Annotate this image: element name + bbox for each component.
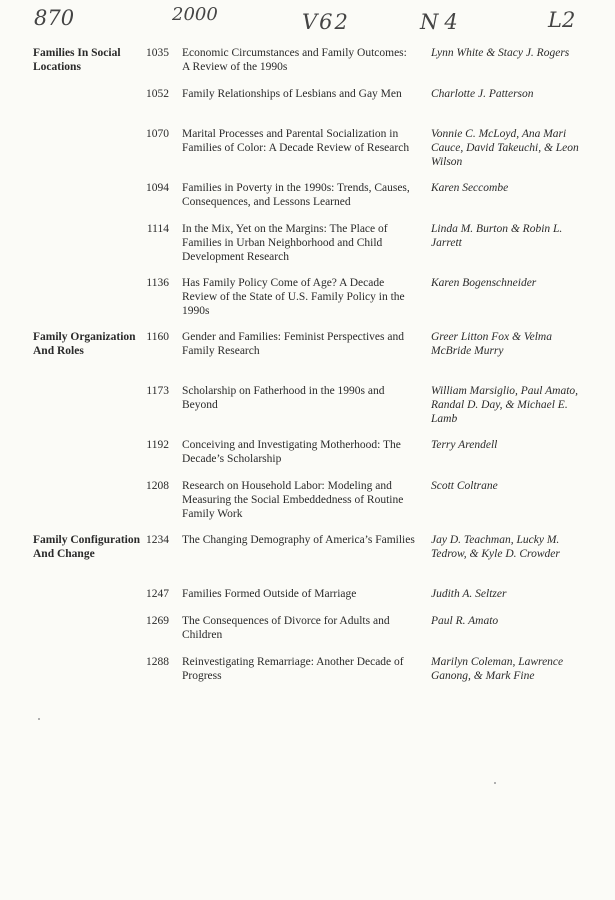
page-number: 1070	[146, 128, 169, 140]
article-title: Conceiving and Investigating Motherhood: The Decade’s Scholarship	[182, 439, 401, 465]
article-title: Family Relationships of Lesbians and Gay Men	[182, 88, 402, 100]
article-title: Gender and Families: Feminist Perspectives and Family Research	[182, 331, 404, 357]
section-heading: Family Organization And Roles	[33, 331, 136, 357]
page-number: 1208	[146, 480, 169, 492]
handwritten-annotation	[0, 4, 615, 38]
article-title: Families Formed Outside of Marriage	[182, 588, 357, 600]
article-title: The Consequences of Divorce for Adults and Children	[182, 615, 390, 641]
handwritten-note: L2	[548, 8, 576, 32]
article-authors: Karen Seccombe	[431, 182, 509, 194]
page-number: 1114	[146, 223, 169, 235]
article-title: Has Family Policy Come of Age? A Decade Review of the State of U.S. Family Policy in the 1990s	[182, 277, 405, 317]
handwritten-note: V62	[302, 10, 350, 34]
page-number: 1136	[146, 277, 169, 289]
article-authors: Terry Arendell	[431, 439, 498, 451]
page-number: 1234	[146, 534, 169, 546]
page-number: 1035	[146, 47, 169, 59]
article-title: The Changing Demography of America’s Families	[182, 534, 415, 546]
handwritten-note: N4	[420, 10, 464, 34]
article-authors: Vonnie C. McLoyd, Ana Mari Cauce, David Takeuchi, & Leon Wilson	[431, 128, 579, 168]
article-title: Families in Poverty in the 1990s: Trends, Causes, Consequences, and Lessons Learned	[182, 182, 410, 208]
article-authors: Greer Litton Fox & Velma McBride Murry	[431, 331, 552, 357]
page-number: 1052	[146, 88, 169, 100]
page-number: 1094	[146, 182, 169, 194]
page-number: 1247	[146, 588, 169, 600]
handwritten-note: 870	[34, 6, 75, 30]
article-authors: Charlotte J. Patterson	[431, 88, 534, 100]
article-authors: Linda M. Burton & Robin L. Jarrett	[431, 223, 563, 249]
page-number: 1173	[146, 385, 169, 397]
page-number: 1160	[146, 331, 169, 343]
article-authors: Paul R. Amato	[431, 615, 499, 627]
article-authors: William Marsiglio, Paul Amato, Randal D. Day, & Michael E. Lamb	[431, 385, 579, 425]
page-number: 1192	[146, 439, 169, 451]
article-title: Scholarship on Fatherhood in the 1990s and Beyond	[182, 385, 385, 411]
article-authors: Scott Coltrane	[431, 480, 498, 492]
section-heading: Families In Social Locations	[33, 47, 121, 73]
page-number: 1288	[146, 656, 169, 668]
article-title: Reinvestigating Remarriage: Another Decade of Progress	[182, 656, 404, 682]
paper-speck	[38, 718, 40, 720]
article-authors: Marilyn Coleman, Lawrence Ganong, & Mark Fine	[431, 656, 564, 682]
article-title: Research on Household Labor: Modeling and Measuring the Social Embeddedness of Routine Family Work	[182, 480, 404, 520]
article-authors: Karen Bogenschneider	[431, 277, 537, 289]
article-title: In the Mix, Yet on the Margins: The Place of Families in Urban Neighborhood and Child Development Research	[182, 223, 388, 263]
handwritten-note: 2000	[172, 4, 218, 25]
article-title: Marital Processes and Parental Socialization in Families of Color: A Decade Review of Research	[182, 128, 410, 154]
article-authors: Judith A. Seltzer	[431, 588, 507, 600]
article-authors: Jay D. Teachman, Lucky M. Tedrow, & Kyle D. Crowder	[431, 534, 560, 560]
paper-speck	[494, 782, 496, 784]
page-number: 1269	[146, 615, 169, 627]
article-authors: Lynn White & Stacy J. Rogers	[431, 47, 570, 59]
section-heading: Family Configuration And Change	[33, 534, 141, 560]
article-title: Economic Circumstances and Family Outcomes: A Review of the 1990s	[182, 47, 407, 73]
